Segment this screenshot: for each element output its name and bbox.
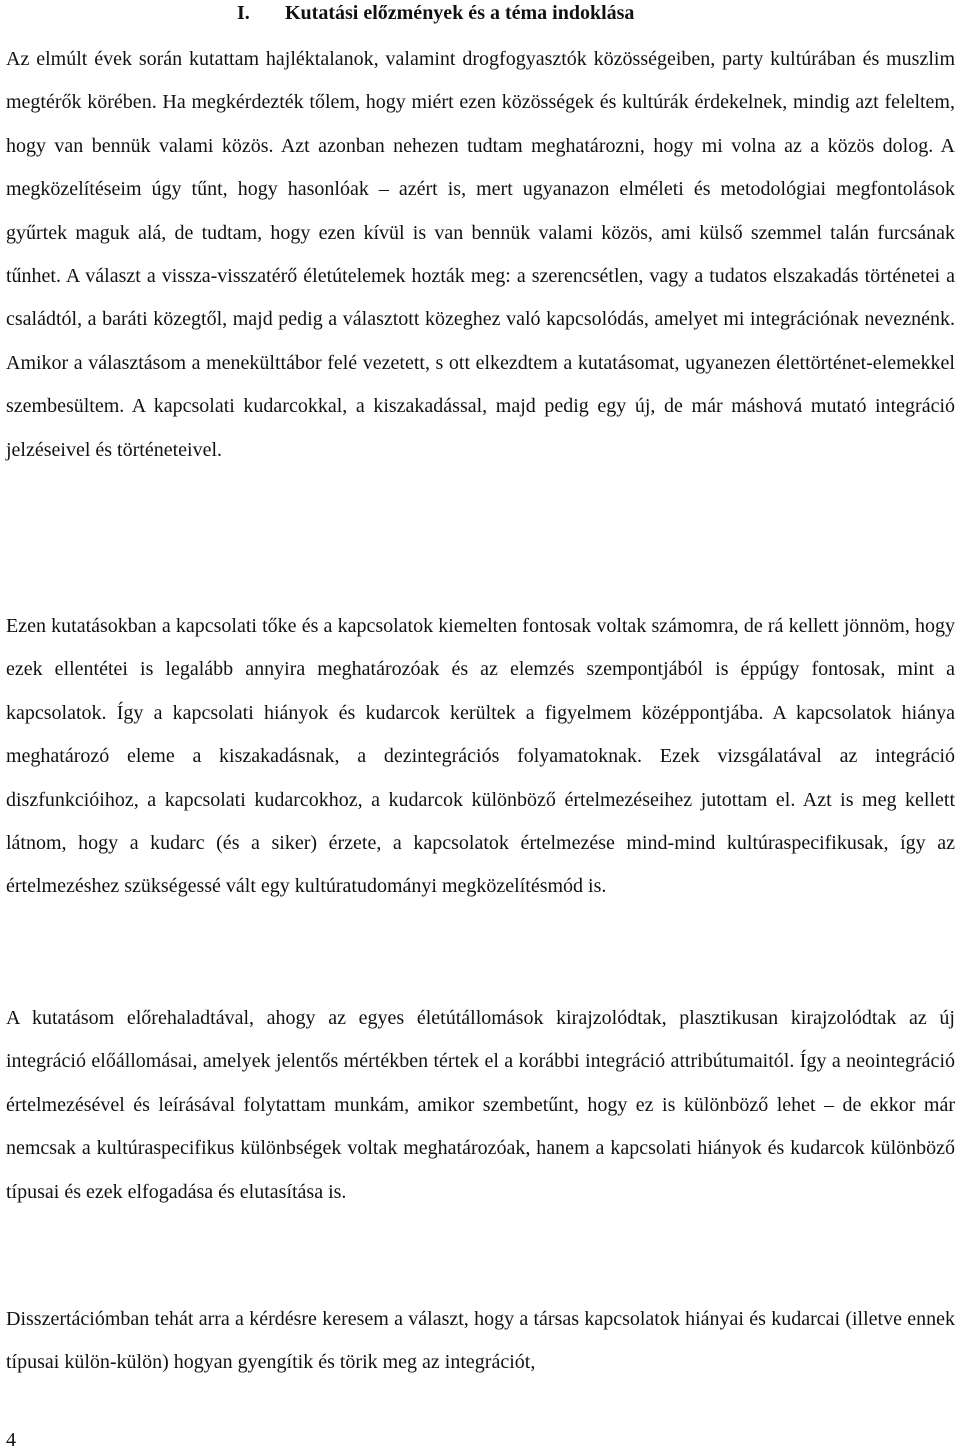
paragraph-4: Disszertációmban tehát arra a kérdésre keresem a választ, hogy a társas kapcsolatok hiányai és kudarcai (illetve ennek típusai külön-külön) hogyan gyengítik és törik meg az integrációt,: [6, 1308, 955, 1374]
paragraph-1: Az elmúlt évek során kutattam hajléktalanok, valamint drogfogyasztók közösségeiben, party kultúrában és muszlim megtérők körében. Ha megkérdezték tőlem, hogy miért ezen közösségek és kultúrák érdekelnek, mindig azt feleltem, hogy van bennük valami közös. Azt azonban nehezen tudtam meghatározni, hogy mi volna az a közös dolog. A megközelítéseim úgy tűnt, hogy hasonlóak – azért is, mert ugyanazon elméleti és metodológiai megfontolások gyűrtek maguk alá, de tudtam, hogy ezen kívül is van bennük valami közös, ami külső szemmel talán furcsának tűnhet. A választ a vissza-visszatérő életútelemek hozták meg: a szerencsétlen, vagy a tudatos elszakadás történetei a családtól, a baráti közegtől, majd pedig a választott közeghez való kapcsolódás, amelyet mi integrációnak neveznénk. Amikor a választásom a menekülttábor felé vezetett, s ott elkezdtem a kutatásomat, ugyanezen élettörténet-elemekkel szembesültem. A kapcsolati kudarcokkal, a kiszakadással, majd pedig egy új, de már máshová mutató integráció jelzéseivel és történeteivel.: [6, 48, 955, 461]
section-heading: [237, 0, 634, 26]
paragraph-3: A kutatásom előrehaladtával, ahogy az egyes életútállomások kirajzolódtak, plasztikusan kirajzolódtak az új integráció előállomásai, amelyek jelentős mértékben tértek el a korábbi integráció attribútumaitól. Így a neointegráció értelmezésével és leírásával folytattam munkám, amikor szembetűnt, hogy ez is különböző lehet – de ekkor már nemcsak a kultúraspecifikus különbségek voltak meghatározóak, hanem a kapcsolati hiányok és kudarcok különböző típusai és ezek elfogadása és elutasítása is.: [6, 1007, 955, 1203]
page-number: 4: [6, 1429, 16, 1451]
paragraph-2: Ezen kutatásokban a kapcsolati tőke és a kapcsolatok kiemelten fontosak voltak számomra, de rá kellett jönnöm, hogy ezek ellentétei is legalább annyira meghatározóak és az elemzés szempontjából is éppúgy fontosak, mint a kapcsolatok. Így a kapcsolati hiányok és kudarcok kerültek a figyelmem középpontjába. A kapcsolatok hiánya meghatározó eleme a kiszakadásnak, a dezintegrációs folyamatoknak. Ezek vizsgálatával az integráció diszfunkcióihoz, a kapcsolati kudarcokhoz, a kudarcok különböző értelmezéseihez jutottam el. Azt is meg kellett látnom, hogy a kudarc (és a siker) érzete, a kapcsolatok értelmezése mind-mind kultúraspecifikusak, így az értelmezéshez szükségessé vált egy kultúratudományi megközelítésmód is.: [6, 615, 955, 898]
section-title: Kutatási előzmények és a téma indoklása: [285, 2, 635, 24]
section-number: I.: [237, 2, 250, 24]
